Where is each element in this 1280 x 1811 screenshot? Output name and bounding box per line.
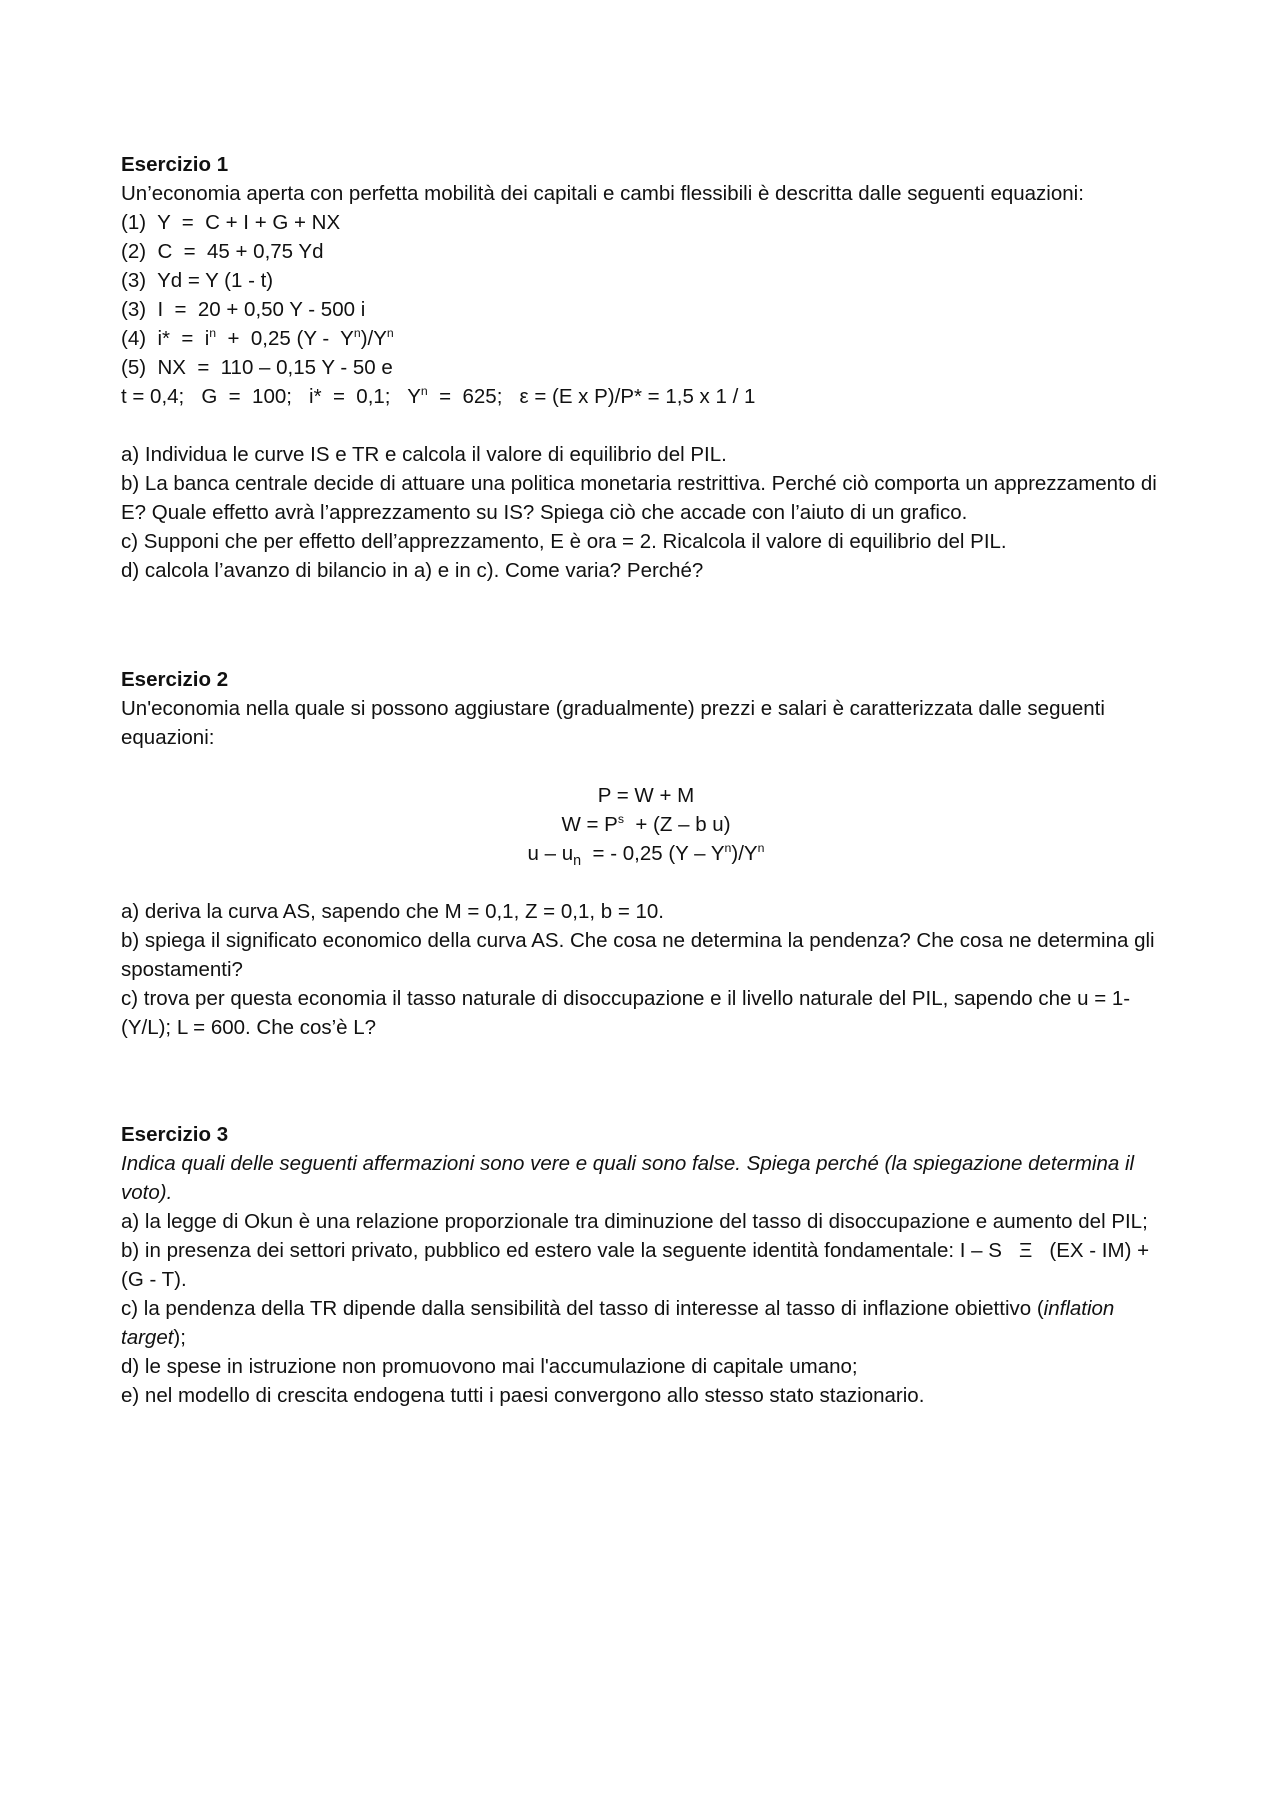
equation-5: (4) $i* = i^n + 0,25$ $(Y - Y^n)/Y^n$ <box>121 326 394 350</box>
exercise-3-statement-e: e) nel modello di crescita endogena tutti i paesi convergono allo stesso stato stazionario. <box>121 1384 925 1407</box>
exercise-2-question-a: a) deriva la curva AS, sapendo che M = 0,1, Z = 0,1, b = 10. <box>121 900 664 923</box>
exercise-1-question-a: a) Individua le curve IS e TR e calcola il valore di equilibrio del PIL. <box>121 443 727 466</box>
equation-okun: u – $u_n$ = - 0,25 $(Y - Y^n)/Y^n$ <box>527 841 765 870</box>
exercise-1-intro: Un’economia aperta con perfetta mobilità dei capitali e cambi flessibili è descritta dalle seguenti equazioni: <box>121 182 1084 205</box>
equation-price: P = W + M <box>597 784 695 807</box>
equation-3: (3) Yd = Y (1 - t) <box>121 269 274 292</box>
exercise-3-statement-d: d) le spese in istruzione non promuovono mai l'accumulazione di capitale umano; <box>121 1355 858 1378</box>
exercise-3-statement-a: a) la legge di Okun è una relazione proporzionale tra diminuzione del tasso di disoccupazione e aumento del PIL; <box>121 1210 1148 1233</box>
exercise-2-equations <box>121 781 1171 868</box>
equation-1: (1) Y = C + I + G + NX <box>121 211 341 234</box>
exercise-1-question-c: c) Supponi che per effetto dell’apprezzamento, E è ora = 2. Ricalcola il valore di equilibrio del PIL. <box>121 530 1007 553</box>
equation-6: (5) NX = 110 – 0,15 Y - 50 e <box>121 356 393 379</box>
exercise-1-question-b: b) La banca centrale decide di attuare una politica monetaria restrittiva. Perché ciò comporta un apprezzamento di E? Quale effetto avrà l’apprezzamento su IS? Spiega ciò che accade con l’aiuto di un grafico. <box>121 472 1163 524</box>
exercise-2-intro: Un'economia nella quale si possono aggiustare (gradualmente) prezzi e salari è caratterizzata dalle seguenti equazioni: <box>121 697 1111 749</box>
exercise-2-question-b: b) spiega il significato economico della curva AS. Che cosa ne determina la pendenza? Che cosa ne determina gli spostamenti? <box>121 929 1161 981</box>
exercise-1 <box>121 150 1171 585</box>
exercise-3-statement-c: c) la pendenza della TR dipende dalla sensibilità del tasso di interesse al tasso di inflazione obiettivo (inflation target); <box>121 1297 1121 1349</box>
exercise-3-title: Esercizio 3 <box>121 1123 229 1146</box>
exercise-2-question-c: c) trova per questa economia il tasso naturale di disoccupazione e il livello naturale del PIL, sapendo che u = 1-(Y/L); L = 600. Che cos’è L? <box>121 987 1131 1039</box>
equation-wage: $W = P^s + (Z - b$ u) <box>561 812 731 836</box>
equation-4: (3) I = 20 + 0,50 Y - 500 i <box>121 298 366 321</box>
exercise-1-title: Esercizio 1 <box>121 153 229 176</box>
document-page <box>121 150 1171 1410</box>
exercise-3-statement-b: b) in presenza dei settori privato, pubblico ed estero vale la seguente identità fondamentale: I – S Ξ (EX - IM) + (G - T). <box>121 1239 1155 1291</box>
exercise-2 <box>121 665 1171 1042</box>
equation-2: (2) C = 45 + 0,75 Yd <box>121 240 324 263</box>
exercise-1-question-d: d) calcola l’avanzo di bilancio in a) e in c). Come varia? Perché? <box>121 559 704 582</box>
exercise-3-intro: Indica quali delle seguenti affermazioni sono vere e quali sono false. Spiega perché (la spiegazione determina il voto). <box>121 1152 1140 1204</box>
parameters-line: t = 0,4; G = 100; i* = 0,1; $Y^n = 625$; ε = (E x P)/P* = 1,5 x 1 / 1 <box>121 384 756 408</box>
exercise-3 <box>121 1120 1171 1410</box>
exercise-2-title: Esercizio 2 <box>121 668 229 691</box>
